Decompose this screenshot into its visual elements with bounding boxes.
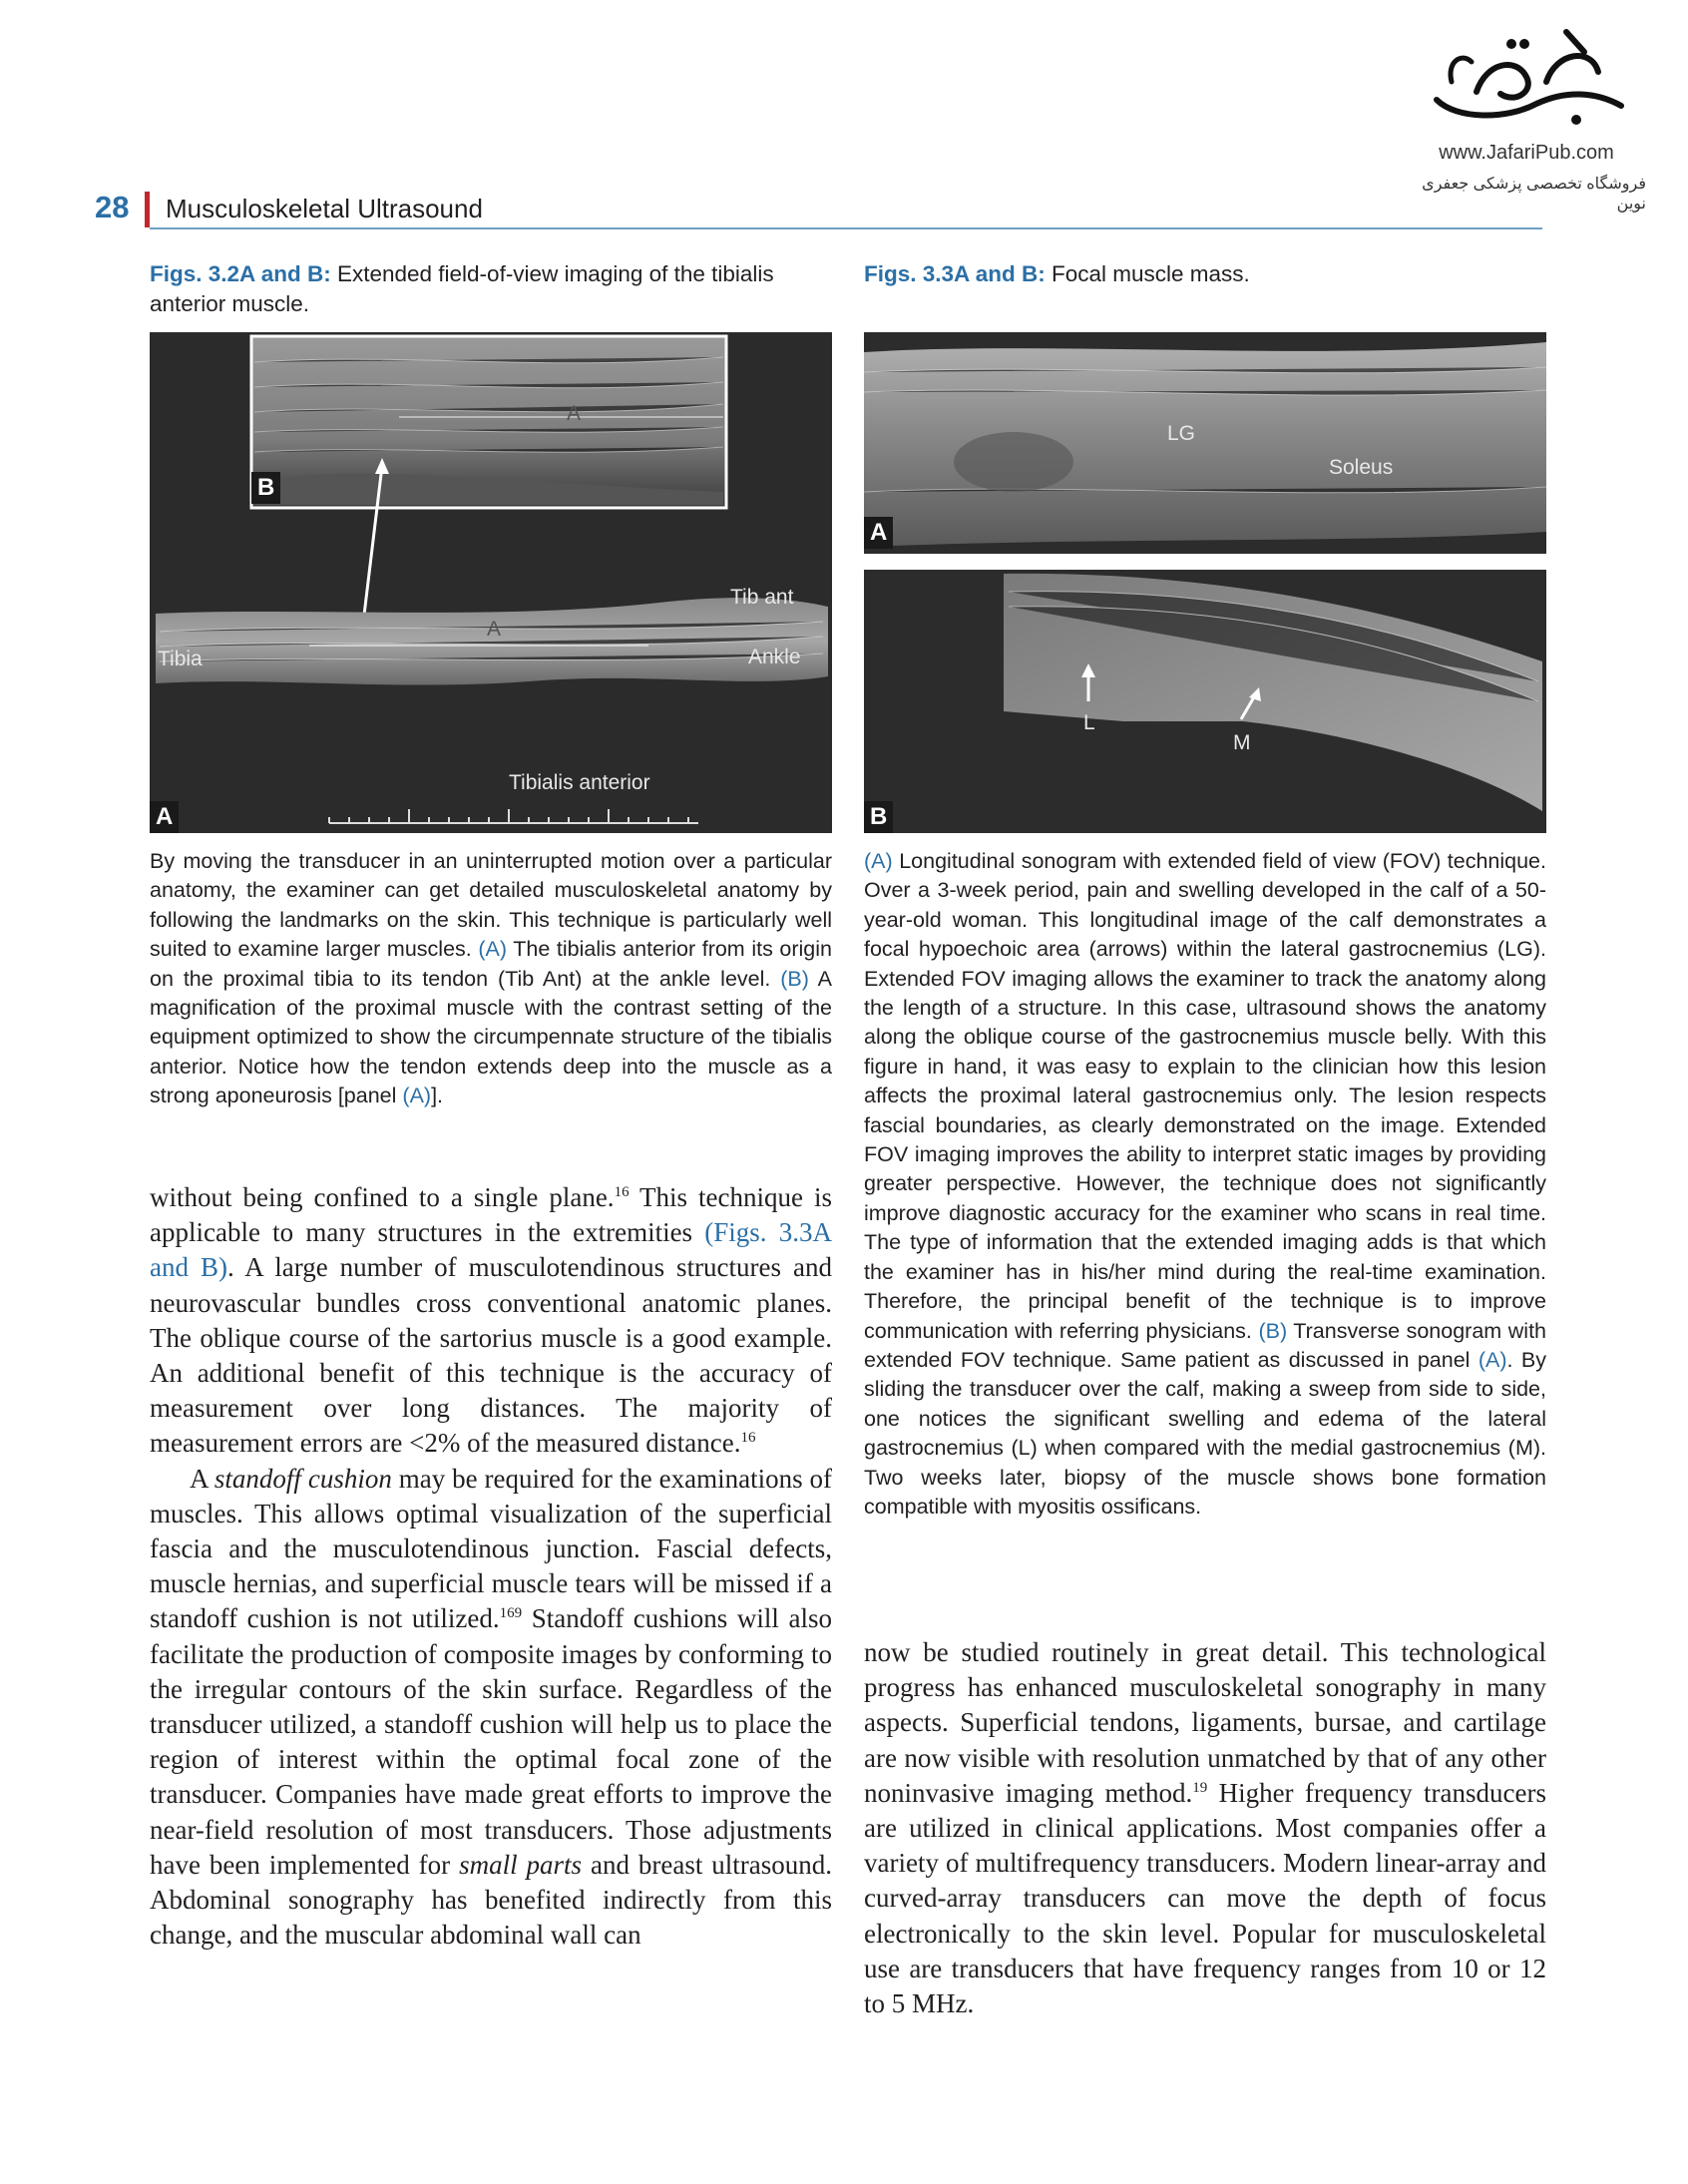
body-left-p1-c: . A large number of musculotendinous structures and neurovascular bundles cross conventional anatomic planes. The oblique course of the sartorius muscle is a good example. An additional benefit of this technique is the accuracy of measurement over long distances. The majority of measurement errors are <2% of the measured distance. xyxy=(150,1252,832,1459)
panel-b-tag: B xyxy=(251,472,280,504)
body-right-column xyxy=(864,1635,1546,2021)
legend-right-ref-a2: (A) xyxy=(1477,1347,1507,1372)
tibialis-anterior-label: Tibialis anterior xyxy=(509,771,650,794)
body-left-p2-c: Standoff cushions will also facilitate the production of composite images by conforming to the irregular contours of the skin surface. Regardless of the transducer utilized, a standoff cushion will help us to place the region of interest within the optimal focal zone of the transducer. Companies have made great efforts to improve the near-field resolution of most transducers. Those adjustments have been implemented for xyxy=(150,1603,832,1880)
tibia-label: Tibia xyxy=(158,648,203,670)
figure-right-image xyxy=(864,332,1546,833)
legend-right-p2: Transverse sonogram with extended FOV technique. Same patient as discussed in panel xyxy=(864,1318,1546,1372)
body-left-p2-b: may be required for the examinations of muscles. This allows optimal visualization of the superficial fascia and the musculotendinous junction. Fascial defects, muscle hernias, and superficial muscle tears will be missed if a standoff cushion is not utilized. xyxy=(150,1463,832,1634)
legend-left-ref-a2: (A) xyxy=(402,1084,432,1108)
inset-label-a: A xyxy=(567,402,582,425)
legend-left-ref-a: (A) xyxy=(478,937,508,962)
legend-right-ref-a: (A) xyxy=(864,849,893,873)
legend-left-p1: By moving the transducer in an uninterrupted motion over a particular anatomy, the examiner can get detailed musculoskeletal anatomy by following the landmarks on the skin. This technique is particularly well suited to examine larger muscles. xyxy=(150,849,832,962)
body-left-p2-d: and breast ultrasound. Abdominal sonography has benefited indirectly from this change, and the muscular abdominal wall can xyxy=(150,1849,832,1951)
page-number-bar xyxy=(145,192,150,227)
legend-right-p3: . By sliding the transducer over the calf, making a sweep from side to side, one notices the significant swelling and edema of the lateral gastrocnemius (L) when compared with the medial gastrocnemius (M). Two weeks later, biopsy of the muscle shows bone formation compatible with myositis ossificans. xyxy=(864,1347,1546,1519)
figure-right-caption xyxy=(864,259,1546,289)
header-rule xyxy=(150,227,1542,229)
citation-19: 19 xyxy=(1192,1779,1208,1796)
body-right-paragraph xyxy=(864,1635,1546,2021)
legend-left-p2: The tibialis anterior from its origin on the proximal tibia to its tendon (Tib Ant) at the ankle level. xyxy=(150,937,832,991)
page-number: 28 xyxy=(95,190,130,224)
publisher-logo xyxy=(1407,22,1646,213)
citation-169: 169 xyxy=(499,1605,523,1622)
ankle-label: Ankle xyxy=(748,646,801,668)
legend-left-p4: ]. xyxy=(431,1084,444,1108)
soleus-label: Soleus xyxy=(1329,456,1394,479)
body-left-p2-em: standoff cushion xyxy=(213,1463,392,1494)
body-left-p2-a: A xyxy=(190,1463,214,1494)
figure-right-caption-text: Focal muscle mass. xyxy=(1045,261,1250,286)
legend-left-ref-b: (B) xyxy=(780,966,809,991)
body-left-p2-em2: small parts xyxy=(459,1849,583,1880)
citation-16b: 16 xyxy=(740,1430,756,1447)
ultrasound-tibialis-image xyxy=(150,332,832,833)
tib-ant-label: Tib ant xyxy=(730,586,794,609)
logo-url: www.JafariPub.com xyxy=(1439,142,1614,164)
l-label: L xyxy=(1083,711,1095,734)
figure-right-caption-label: Figs. 3.3A and B: xyxy=(864,261,1046,286)
body-left-p1-a: without being confined to a single plane. xyxy=(150,1182,615,1212)
figure-left-caption xyxy=(150,259,832,319)
body-right-p-a: now be studied routinely in great detail. This technological progress has enhanced musculoskeletal sonography in many aspects. Superficial tendons, ligaments, bursae, and cartilage are now visible with resolution unmatched by that of any other noninvasive imaging method. xyxy=(864,1637,1546,1808)
m-label: M xyxy=(1233,731,1251,754)
logo-subtitle: فروشگاه تخصصی پزشکی جعفری نوین xyxy=(1422,176,1646,213)
citation-16a: 16 xyxy=(614,1184,630,1200)
legend-right-p1: Longitudinal sonogram with extended field of view (FOV) technique. Over a 3-week period, pain and swelling developed in the calf of a 50-year-old woman. This longitudinal image of the calf demonstrates a focal hypoechoic area (arrows) within the lateral gastrocnemius (LG). Extended FOV imaging allows the examiner to track the anatomy along the length of a structure. In this case, ultrasound shows the anatomy along the oblique course of the gastrocnemius muscle belly. With this figure in hand, it was easy to explain to the clinician how this lesion affects the proximal lateral gastrocnemius only. The lesion respects fascial boundaries, as clearly demonstrated on the image. Extended FOV imaging improves the ability to interpret static images by providing greater perspective. However, the technique does not significantly improve diagnostic accuracy for the examiner who scans in real time. The type of information that the extended imaging adds is that which the examiner has in his/her mind during the real-time examination. Therefore, the principal benefit of the technique is to improve communication with referring physicians. xyxy=(864,849,1546,1343)
body-left-paragraph-2 xyxy=(150,1462,832,1954)
lg-label: LG xyxy=(1167,422,1196,445)
figure-left-image xyxy=(150,332,832,833)
body-left-p1-b: This technique is applicable to many structures in the extremities xyxy=(150,1182,832,1248)
figure-right-legend xyxy=(864,847,1546,1522)
figure-left-caption-label: Figs. 3.2A and B: xyxy=(150,261,331,286)
legend-left-p3: A magnification of the proximal muscle with the contrast setting of the equipment optimized to show the circumpennate structure of the tibialis anterior. Notice how the tendon extends deep into the muscle as a strong aponeurosis [panel xyxy=(150,966,832,1108)
figure-left-legend xyxy=(150,847,832,1111)
body-left-paragraph-1 xyxy=(150,1180,832,1462)
calligraphy-logo-icon xyxy=(1417,22,1636,132)
figure-left-caption-text: Extended field-of-view imaging of the tibialis anterior muscle. xyxy=(150,261,774,316)
ultrasound-calf-image xyxy=(864,332,1546,833)
legend-right-ref-b: (B) xyxy=(1258,1318,1288,1343)
running-head: Musculoskeletal Ultrasound xyxy=(166,194,483,223)
panel-b-tag-right: B xyxy=(864,801,893,833)
panel-a-tag: A xyxy=(150,801,179,833)
panel-a-tag-right: A xyxy=(864,517,893,549)
body-left-column xyxy=(150,1180,832,1953)
figure-reference-link[interactable]: (Figs. 3.3A and B) xyxy=(150,1217,833,1283)
body-right-p-b: Higher frequency transducers are utilized in clinical applications. Most companies offer a variety of multifrequency transducers. Modern linear-array and curved-array transducers can move the depth of focus electronically to the skin level. Popular for musculoskeletal use are transducers that have frequency ranges from 10 or 12 to 5 MHz. xyxy=(864,1777,1547,2019)
main-label-a: A xyxy=(487,618,502,641)
